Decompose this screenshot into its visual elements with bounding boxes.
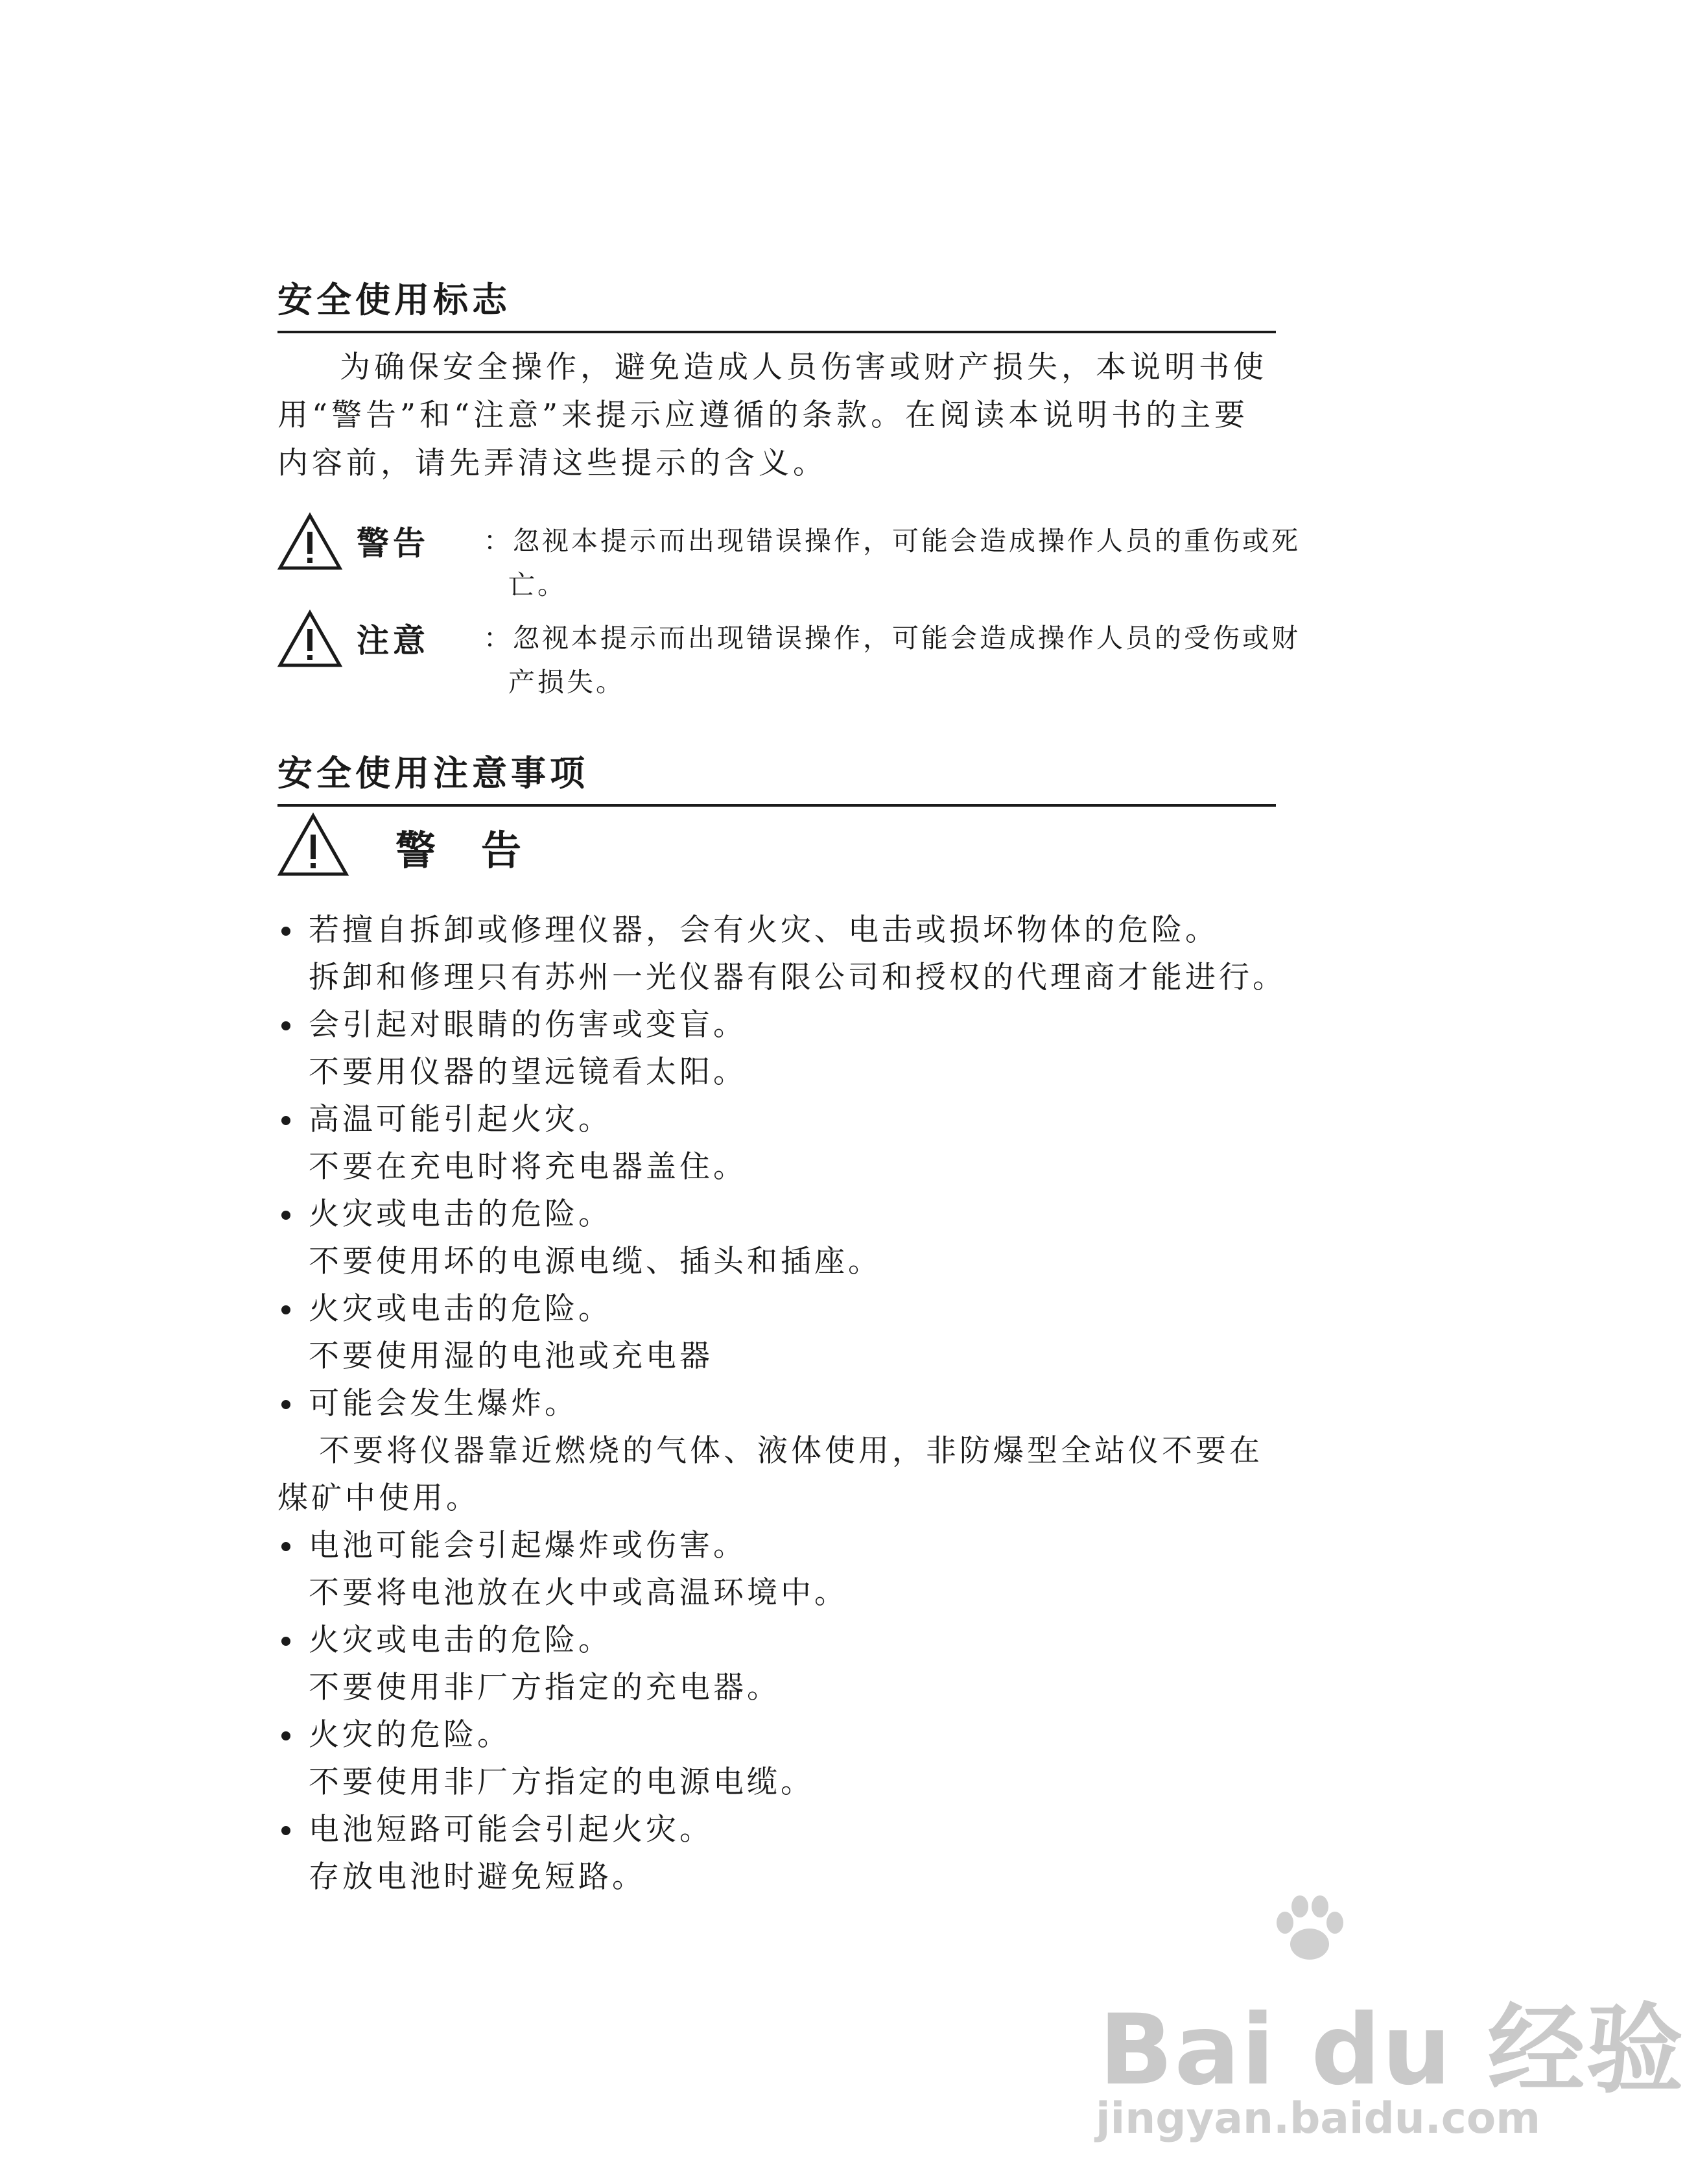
list-item xyxy=(277,1522,1302,1617)
bullet-icon xyxy=(281,1116,290,1125)
item-action: 不要使用非厂方指定的电源电缆。 xyxy=(309,1764,814,1800)
item-hazard: 火灾或电击的危险。 xyxy=(309,1291,612,1327)
list-item xyxy=(277,1191,1302,1285)
item-action: 不要使用湿的电池或充电器 xyxy=(309,1338,713,1374)
warning-triangle-icon xyxy=(277,512,342,571)
bullet-icon xyxy=(281,1400,290,1409)
item-action: 不要将电池放在火中或高温环境中。 xyxy=(309,1575,848,1611)
list-item xyxy=(277,1806,1302,1901)
list-item xyxy=(277,1617,1302,1711)
bullet-icon xyxy=(281,1305,290,1314)
bullet-icon xyxy=(281,1211,290,1220)
list-item xyxy=(277,1001,1302,1096)
bullet-icon xyxy=(281,1731,290,1740)
item-hazard: 若擅自拆卸或修理仪器，会有火灾、电击或损坏物体的危险。 xyxy=(309,912,1219,948)
watermark-url: jingyan.baidu.com xyxy=(1096,2093,1541,2143)
section-rule xyxy=(277,331,1276,333)
list-item xyxy=(277,907,1302,1001)
item-action: 不要用仪器的望远镜看太阳。 xyxy=(309,1054,747,1090)
item-hazard: 高温可能引起火灾。 xyxy=(309,1102,612,1137)
section-title-safety-precautions: 安全使用注意事项 xyxy=(277,753,589,794)
warning-triangle-icon xyxy=(277,610,342,668)
item-hazard: 火灾或电击的危险。 xyxy=(309,1622,612,1658)
bullet-icon xyxy=(281,1542,290,1551)
item-action: 不要使用坏的电源电缆、插头和插座。 xyxy=(309,1244,882,1279)
sign-row-warning xyxy=(277,512,1301,610)
list-item xyxy=(277,1096,1302,1191)
item-action: 存放电池时避免短路。 xyxy=(309,1859,646,1895)
section-rule xyxy=(277,804,1276,807)
section-title-safety-signs: 安全使用标志 xyxy=(277,279,511,320)
bullet-icon xyxy=(281,1637,290,1646)
warning-triangle-icon xyxy=(277,813,349,877)
paw-icon xyxy=(1271,1893,1349,1965)
sign-text-caution: ：忽视本提示而出现错误操作，可能会造成操作人员的受伤或财产损失。 xyxy=(484,623,1301,698)
item-hazard: 可能会发生爆炸。 xyxy=(309,1386,578,1421)
list-item xyxy=(277,1285,1302,1380)
watermark-logo: Bai du 经验 xyxy=(1099,1994,1685,2107)
item-hazard: 火灾或电击的危险。 xyxy=(309,1196,612,1232)
item-action: 不要将仪器靠近燃烧的气体、液体使用，非防爆型全站仪不要在煤矿中使用。 xyxy=(277,1433,1263,1516)
precaution-list xyxy=(277,907,1302,1901)
item-hazard: 电池可能会引起爆炸或伤害。 xyxy=(309,1528,747,1563)
item-hazard: 电池短路可能会引起火灾。 xyxy=(309,1812,713,1847)
item-action: 不要在充电时将充电器盖住。 xyxy=(309,1149,747,1185)
sign-row-caution xyxy=(277,610,1301,707)
sign-label-caution: 注意 xyxy=(357,622,429,659)
item-hazard: 会引起对眼睛的伤害或变盲。 xyxy=(309,1007,747,1043)
sign-label-warning: 警告 xyxy=(357,525,429,562)
item-hazard: 火灾的危险。 xyxy=(309,1717,511,1753)
bullet-icon xyxy=(281,927,290,936)
sign-text-warning: ：忽视本提示而出现错误操作，可能会造成操作人员的重伤或死亡。 xyxy=(484,525,1301,600)
bullet-icon xyxy=(281,1826,290,1835)
warning-heading: 警告 xyxy=(395,827,567,874)
item-action: 不要使用非厂方指定的充电器。 xyxy=(309,1670,781,1705)
list-item xyxy=(277,1711,1302,1806)
intro-paragraph: 为确保安全操作，避免造成人员伤害或财产损失，本说明书使用“警告”和“注意”来提示应遵循的条款。在阅读本说明书的主要内容前，请先弄清这些提示的含义。 xyxy=(277,350,1267,481)
list-item xyxy=(277,1380,1302,1522)
item-action: 拆卸和修理只有苏州一光仪器有限公司和授权的代理商才能进行。 xyxy=(309,960,1286,995)
bullet-icon xyxy=(281,1021,290,1030)
